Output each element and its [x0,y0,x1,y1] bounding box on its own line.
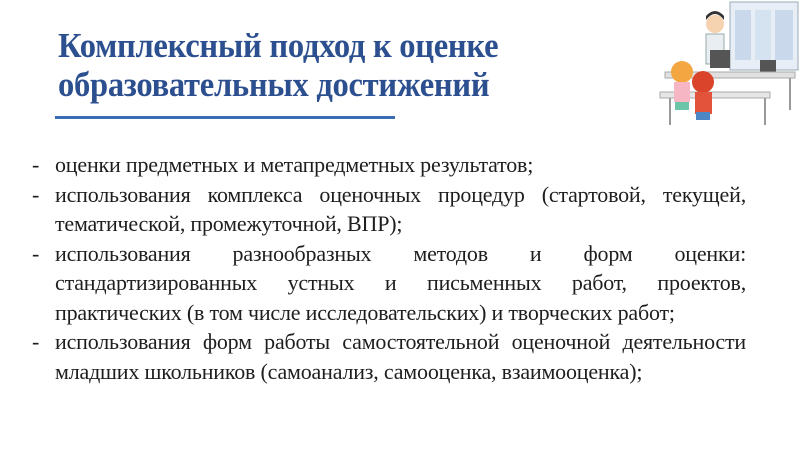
bullet-dash: - [32,181,40,207]
list-item [30,150,746,180]
list-item-text: использования комплекса оценочных процедур (стартовой, текущей, тематической, промежуточной, ВПР); [55,181,746,236]
bullet-dash: - [32,152,40,177]
title-line-2: образовательных достижений [58,65,490,104]
list-item-text: использования разнообразных методов и форм оценки: стандартизированных устных и письменных работ, проектов, практических (в том числе исследовательских) и творческих работ; [55,240,746,325]
title-underline [55,116,395,119]
bullet-dash: - [32,240,40,266]
slide-title [58,26,498,104]
list-item [30,239,746,328]
bullet-dash: - [32,329,40,354]
list-item-text: использования форм работы самостоятельной оценочной деятельности младших школьников (самоанализ, самооценка, взаимооценка); [55,329,746,384]
list-item-text: оценки предметных и метапредметных результатов; [55,152,534,177]
assessment-list [30,150,746,386]
title-line-1: Комплексный подход к оценке [58,26,499,65]
list-item [30,327,746,386]
list-item [30,180,746,239]
classroom-illustration-icon [620,0,800,130]
